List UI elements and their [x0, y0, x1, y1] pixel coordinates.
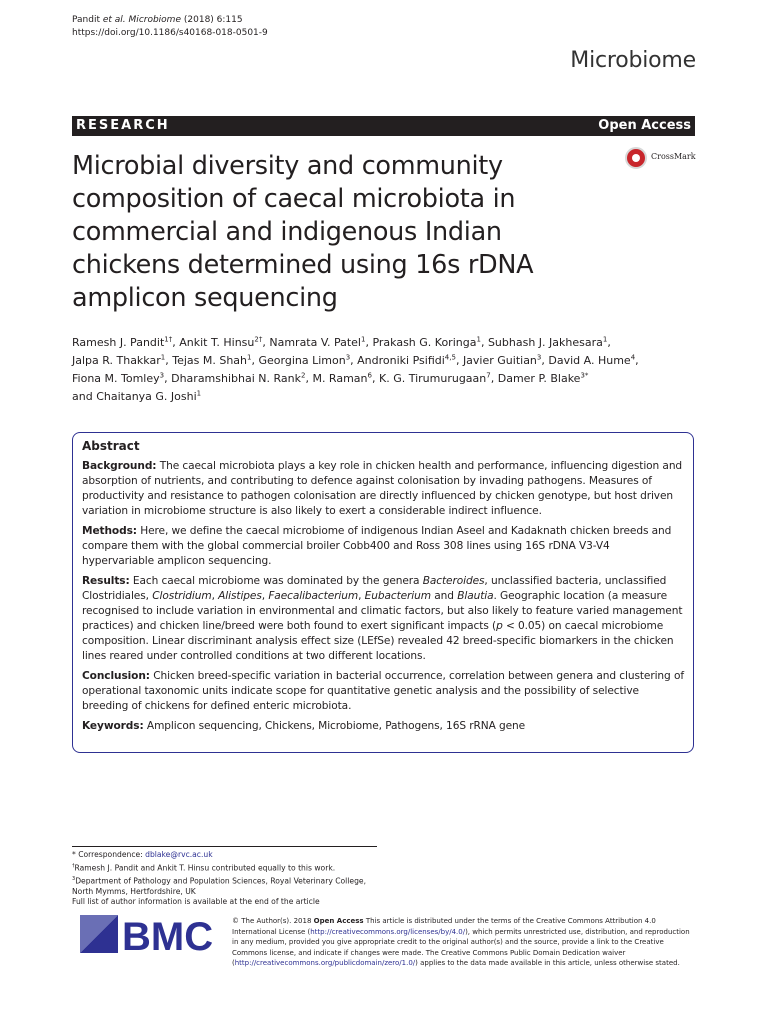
- bmc-logo: [80, 910, 215, 955]
- license-link-by[interactable]: http://creativecommons.org/licenses/by/4.0/: [310, 927, 466, 936]
- abstract-keywords: Keywords: Amplicon sequencing, Chickens, Microbiome, Pathogens, 16S rRNA gene: [82, 720, 526, 732]
- correspondence-email-link[interactable]: dblake@rvc.ac.uk: [145, 850, 213, 859]
- citation-author: Pandit: [72, 15, 100, 25]
- doi-link[interactable]: https://doi.org/10.1186/s40168-018-0501-9: [72, 28, 268, 38]
- author-line: [72, 352, 702, 370]
- citation-block: [72, 14, 268, 40]
- author: Fiona M. Tomley$^3$,: [72, 371, 172, 385]
- crossmark-icon: [625, 147, 647, 169]
- article-type-label: RESEARCH: [76, 118, 170, 133]
- author: K. G. Tirumurugaan$^7$,: [378, 371, 498, 385]
- abstract-conclusion: Conclusion: Chicken breed-specific variation in bacterial occurrence, correlation between genera and clustering of operational taxonomic units indicate scope for quantitative genetic analysis and the possibility of selective breeding of chickens for defined enteric microbiota.: [82, 670, 684, 712]
- abstract-box: [72, 432, 694, 753]
- author: Tejas M. Shah$^1$,: [172, 353, 259, 367]
- author: Namrata V. Patel$^1$,: [269, 335, 373, 349]
- abstract-methods: Methods: Here, we define the caecal microbiome of indigenous Indian Aseel and Kadaknath chicken breeds and compare them with the global commercial broiler Cobb400 and Ross 308 lines using 16S rDNA V3-V4 hypervariable amplicon sequencing.: [82, 525, 672, 567]
- citation-volume: (2018) 6:115: [183, 15, 243, 25]
- footnotes: [72, 846, 377, 908]
- citation-etal: et al.: [102, 15, 126, 25]
- author-line: [72, 388, 702, 406]
- abstract-results: Results: Each caecal microbiome was dominated by the genera Bacteroides, unclassified bacteria, unclassified Clostridiales, Clostridium, Alistipes, Faecalibacterium, Eubacterium and Blautia. Geographic location (a measure recognised to include variation in environmental and climatic factors, but also likely to feature varied management practices) and chicken line/breed were both found to exert significant impacts (p < 0.05) on caecal microbiome composition. Linear discriminant analysis effect size (LEfSe) revealed 42 breed-specific biomarkers in the chicken lines reared under controlled conditions at two different locations.: [82, 575, 683, 662]
- abstract-heading: Abstract: [82, 439, 140, 453]
- author: Damer P. Blake$^{3*}$: [497, 371, 589, 385]
- author: Dharamshibhai N. Rank$^2$,: [171, 371, 313, 385]
- author: Ankit T. Hinsu$^{2\dagger}$,: [179, 335, 270, 349]
- author: Georgina Limon$^3$,: [258, 353, 358, 367]
- correspondence: * Correspondence: dblake@rvc.ac.uk: [72, 850, 213, 859]
- author-list: [72, 334, 702, 406]
- author: Javier Guitian$^3$,: [462, 353, 549, 367]
- author: M. Raman$^6$,: [312, 371, 379, 385]
- author-line: [72, 370, 702, 388]
- abstract-background: Background: The caecal microbiota plays a key role in chicken health and performance, influencing digestion and absorption of nutrients, and contributing to defence against colonisation by invading pathogens. Measures of productivity and resistance to pathogen colonisation are directly influenced by chicken genotype, but host driven variation in microbiome structure is also likely to exert a considerable indirect influence.: [82, 460, 683, 517]
- crossmark-label: CrossMark: [651, 152, 696, 161]
- citation-journal: Microbiome: [128, 15, 181, 25]
- open-access-label: Open Access: [598, 118, 691, 133]
- journal-name: Microbiome: [570, 48, 696, 73]
- license-text: © The Author(s). 2018 Open Access This article is distributed under the terms of the Creative Commons Attribution 4.0 International License (http://creativecommons.org/licenses/by/4.0/), which permits unrestricted use, distribution, and reproduction in any medium, provided you give appropriate credit to the original author(s) and the source, provide a link to the Creative Commons license, and indicate if changes were made. The Creative Commons Public Domain Dedication waiver (http://creativecommons.org/publicdomain/zero/1.0/) applies to the data made available in this article, unless otherwise stated.: [232, 917, 690, 968]
- author: and Chaitanya G. Joshi$^1$: [72, 389, 202, 403]
- author: Subhash J. Jakhesara$^1$,: [487, 335, 611, 349]
- full-author-info-note: Full list of author information is available at the end of the article: [72, 897, 320, 907]
- bmc-logo-text: BMC: [122, 915, 214, 955]
- license-link-zero[interactable]: http://creativecommons.org/publicdomain/zero/1.0/: [234, 959, 416, 968]
- equal-contribution-note: †Ramesh J. Pandit and Ankit T. Hinsu contributed equally to this work.: [72, 862, 336, 873]
- article-type-banner: [72, 116, 695, 136]
- affiliation-note: $^3$Department of Pathology and Population Sciences, Royal Veterinary College, North Mymms, Hertfordshire, UK: [72, 875, 366, 896]
- author: Jalpa R. Thakkar$^1$,: [72, 353, 173, 367]
- author: David A. Hume$^4$,: [548, 353, 639, 367]
- article-title: Microbial diversity and community composition of caecal microbiota in commercial and indigenous Indian chickens determined using 16s rDNA amplicon sequencing: [72, 151, 534, 313]
- author: Prakash G. Koringa$^1$,: [372, 335, 488, 349]
- citation-line: [72, 14, 268, 27]
- crossmark-badge[interactable]: [625, 145, 705, 175]
- author-line: [72, 334, 702, 352]
- author: Ramesh J. Pandit$^{1\dagger}$,: [72, 335, 180, 349]
- author: Androniki Psifidi$^{4,5}$,: [357, 353, 463, 367]
